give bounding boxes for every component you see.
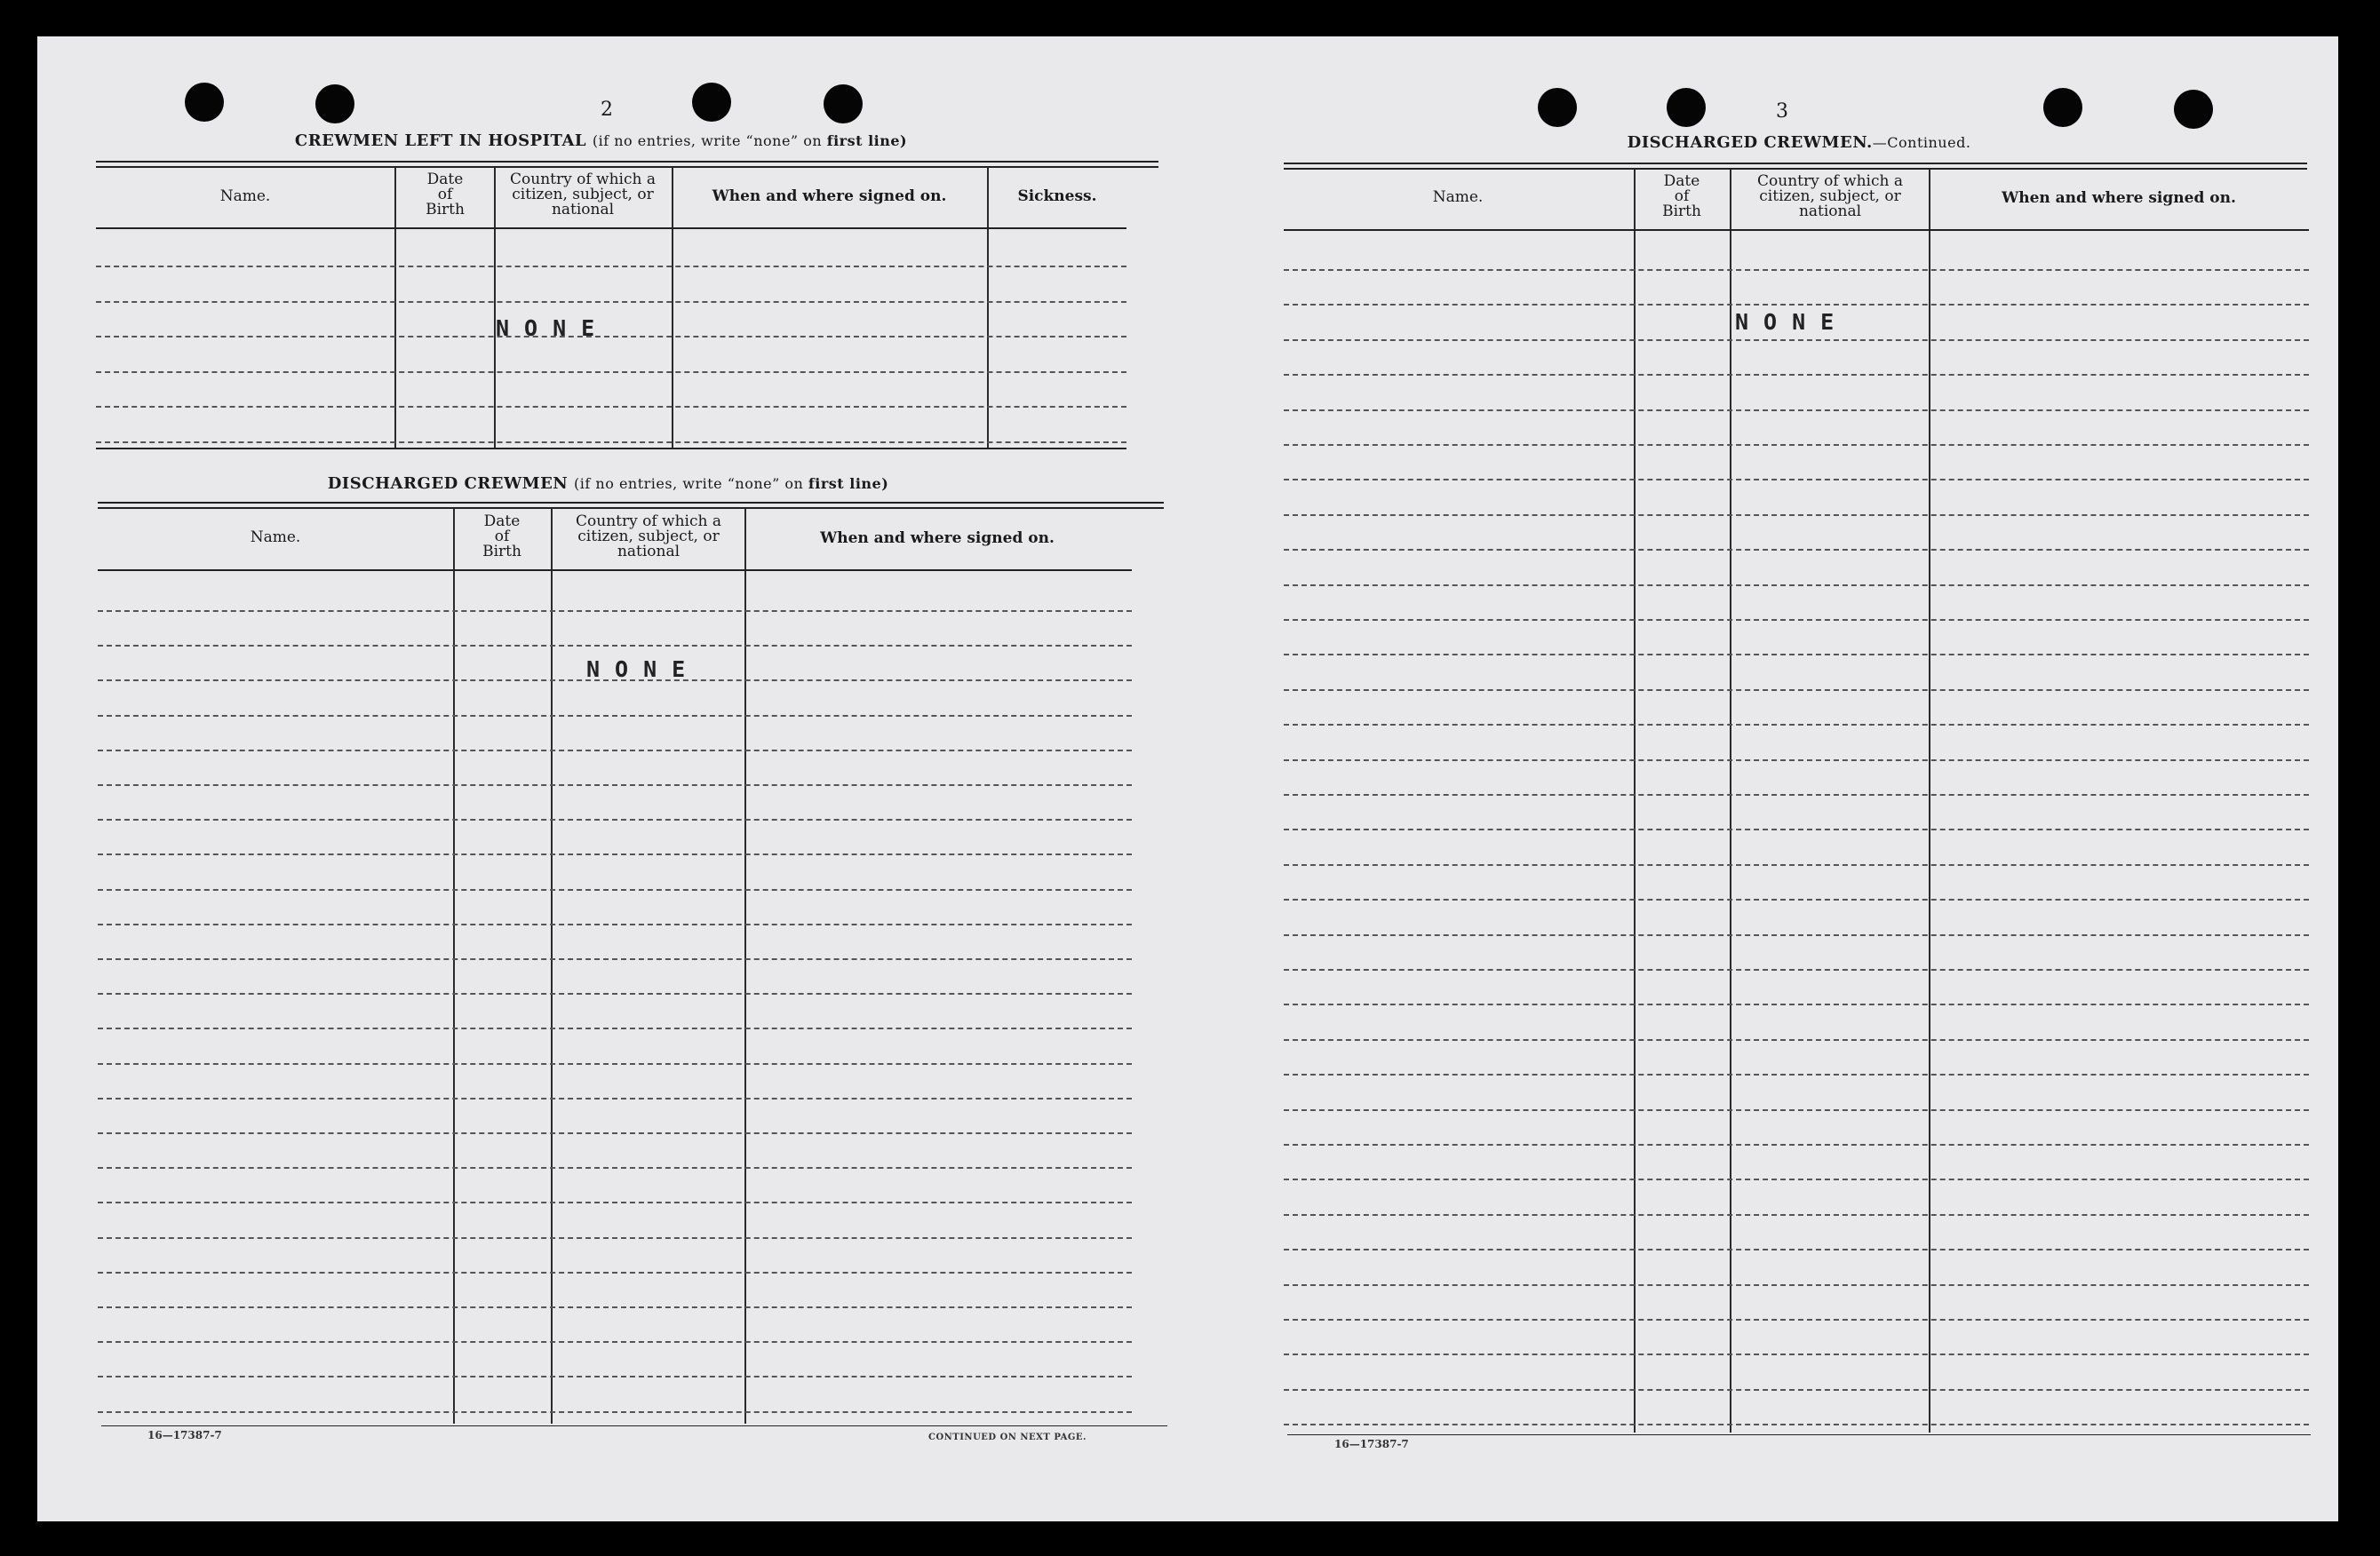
col-header-sickness: Sickness.	[1017, 187, 1097, 205]
section-title-discharged: DISCHARGED CREWMEN (if no entries, write “none” on first line)	[327, 474, 889, 493]
col-header-signed: When and where signed on.	[2002, 189, 2236, 207]
col-header-signed: When and where signed on.	[820, 529, 1055, 547]
entry-line	[1284, 899, 2309, 901]
entry-line	[98, 1306, 1132, 1308]
entry-line	[98, 1167, 1132, 1169]
entry-line	[98, 1028, 1132, 1029]
col-header-dob: Date of Birth	[1662, 172, 1701, 220]
column-divider	[1634, 170, 1636, 1433]
entry-line	[1284, 1354, 2309, 1355]
entry-line	[98, 1098, 1132, 1100]
punch-hole-icon	[185, 83, 224, 122]
entry-line	[98, 924, 1132, 925]
entry-line	[1284, 619, 2309, 621]
col-header-dob: Date of Birth	[426, 171, 465, 218]
entry-line	[1284, 1214, 2309, 1216]
entry-line	[1284, 1389, 2309, 1391]
header-bottom-rule	[96, 227, 1126, 229]
entry-line	[1284, 1424, 2309, 1425]
col-header-country: Country of which a citizen, subject, or national	[1757, 172, 1903, 220]
footer-rule	[101, 1425, 1167, 1426]
punch-hole-icon	[1538, 88, 1577, 127]
entry-line	[1284, 514, 2309, 516]
entry-line	[1284, 689, 2309, 691]
header-bottom-rule	[98, 569, 1132, 571]
form-number: 16—17387-7	[147, 1429, 222, 1441]
entry-line	[98, 610, 1132, 612]
entry-line	[98, 1411, 1132, 1413]
ledger-paper	[37, 36, 2338, 1521]
col-header-name: Name.	[250, 528, 301, 546]
entry-line	[98, 1341, 1132, 1343]
table-bottom-rule	[96, 448, 1126, 449]
entry-line	[1284, 864, 2309, 866]
column-divider	[1730, 170, 1731, 1433]
entry-line	[1284, 1109, 2309, 1111]
entry-line	[1284, 304, 2309, 306]
entry-line	[98, 993, 1132, 995]
page-number: 3	[1776, 100, 1788, 123]
entry-line	[98, 784, 1132, 786]
col-header-signed: When and where signed on.	[712, 187, 947, 205]
entry-line	[98, 645, 1132, 647]
col-header-dob: Date of Birth	[482, 512, 521, 560]
entry-line	[98, 1376, 1132, 1377]
entry-line	[98, 1202, 1132, 1203]
entry-line	[1284, 794, 2309, 796]
entry-line	[96, 266, 1126, 267]
entry-line	[98, 679, 1132, 681]
header-rule	[96, 161, 1158, 163]
entry-line	[98, 853, 1132, 855]
col-header-country: Country of which a citizen, subject, or national	[576, 512, 721, 560]
continued-note: CONTINUED ON NEXT PAGE.	[928, 1433, 1087, 1442]
entry-line	[1284, 444, 2309, 446]
entry-line	[98, 1132, 1132, 1134]
entry-line	[96, 441, 1126, 443]
section-title-discharged-continued: DISCHARGED CREWMEN.—Continued.	[1627, 133, 1971, 152]
col-header-name: Name.	[1432, 188, 1484, 206]
entry-line	[1284, 409, 2309, 411]
entry-line	[98, 715, 1132, 717]
entry-line	[98, 889, 1132, 891]
form-number: 16—17387-7	[1334, 1438, 1409, 1450]
entry-line	[1284, 1074, 2309, 1076]
entry-line	[98, 1272, 1132, 1274]
entry-line	[1284, 374, 2309, 376]
entry-line	[1284, 1039, 2309, 1041]
punch-hole-icon	[824, 84, 863, 123]
entry-line	[1284, 654, 2309, 655]
header-rule	[98, 507, 1164, 509]
header-rule	[98, 502, 1164, 504]
col-header-country: Country of which a citizen, subject, or national	[510, 171, 656, 218]
header-rule	[1284, 163, 2307, 164]
entry-line	[1284, 1284, 2309, 1286]
col-header-name: Name.	[219, 187, 271, 205]
entry-line	[96, 301, 1126, 303]
entry-line	[1284, 1249, 2309, 1250]
entry-none-stamp: NONE	[1735, 309, 1850, 335]
entry-line	[98, 1237, 1132, 1239]
entry-line	[96, 336, 1126, 337]
page-number: 2	[601, 99, 613, 121]
entry-line	[1284, 1179, 2309, 1180]
entry-line	[1284, 724, 2309, 726]
section-title-hospital: CREWMEN LEFT IN HOSPITAL (if no entries, write “none” on first line)	[294, 131, 908, 150]
footer-rule	[1287, 1434, 2311, 1435]
entry-line	[96, 371, 1126, 373]
punch-hole-icon	[2043, 88, 2082, 127]
entry-line	[1284, 1319, 2309, 1321]
entry-line	[1284, 269, 2309, 271]
column-divider	[1929, 170, 1930, 1433]
entry-line	[1284, 934, 2309, 936]
entry-line	[1284, 829, 2309, 830]
punch-hole-icon	[315, 84, 354, 123]
entry-line	[1284, 339, 2309, 341]
entry-line	[1284, 549, 2309, 551]
entry-line	[98, 1063, 1132, 1065]
entry-none-stamp: NONE	[496, 315, 610, 341]
punch-hole-icon	[2174, 90, 2213, 129]
header-rule	[1284, 168, 2307, 170]
entry-line	[96, 406, 1126, 408]
entry-none-stamp: NONE	[586, 656, 701, 682]
punch-hole-icon	[692, 83, 731, 122]
entry-line	[1284, 584, 2309, 586]
entry-line	[1284, 759, 2309, 761]
entry-line	[1284, 1144, 2309, 1146]
punch-hole-icon	[1667, 88, 1706, 127]
entry-line	[1284, 1004, 2309, 1005]
entry-line	[1284, 969, 2309, 971]
entry-line	[1284, 479, 2309, 480]
header-bottom-rule	[1284, 229, 2309, 231]
entry-line	[98, 819, 1132, 821]
header-rule	[96, 166, 1158, 168]
page-right	[1188, 36, 2338, 1521]
page-left	[37, 36, 1188, 1521]
entry-line	[98, 958, 1132, 960]
entry-line	[98, 750, 1132, 751]
